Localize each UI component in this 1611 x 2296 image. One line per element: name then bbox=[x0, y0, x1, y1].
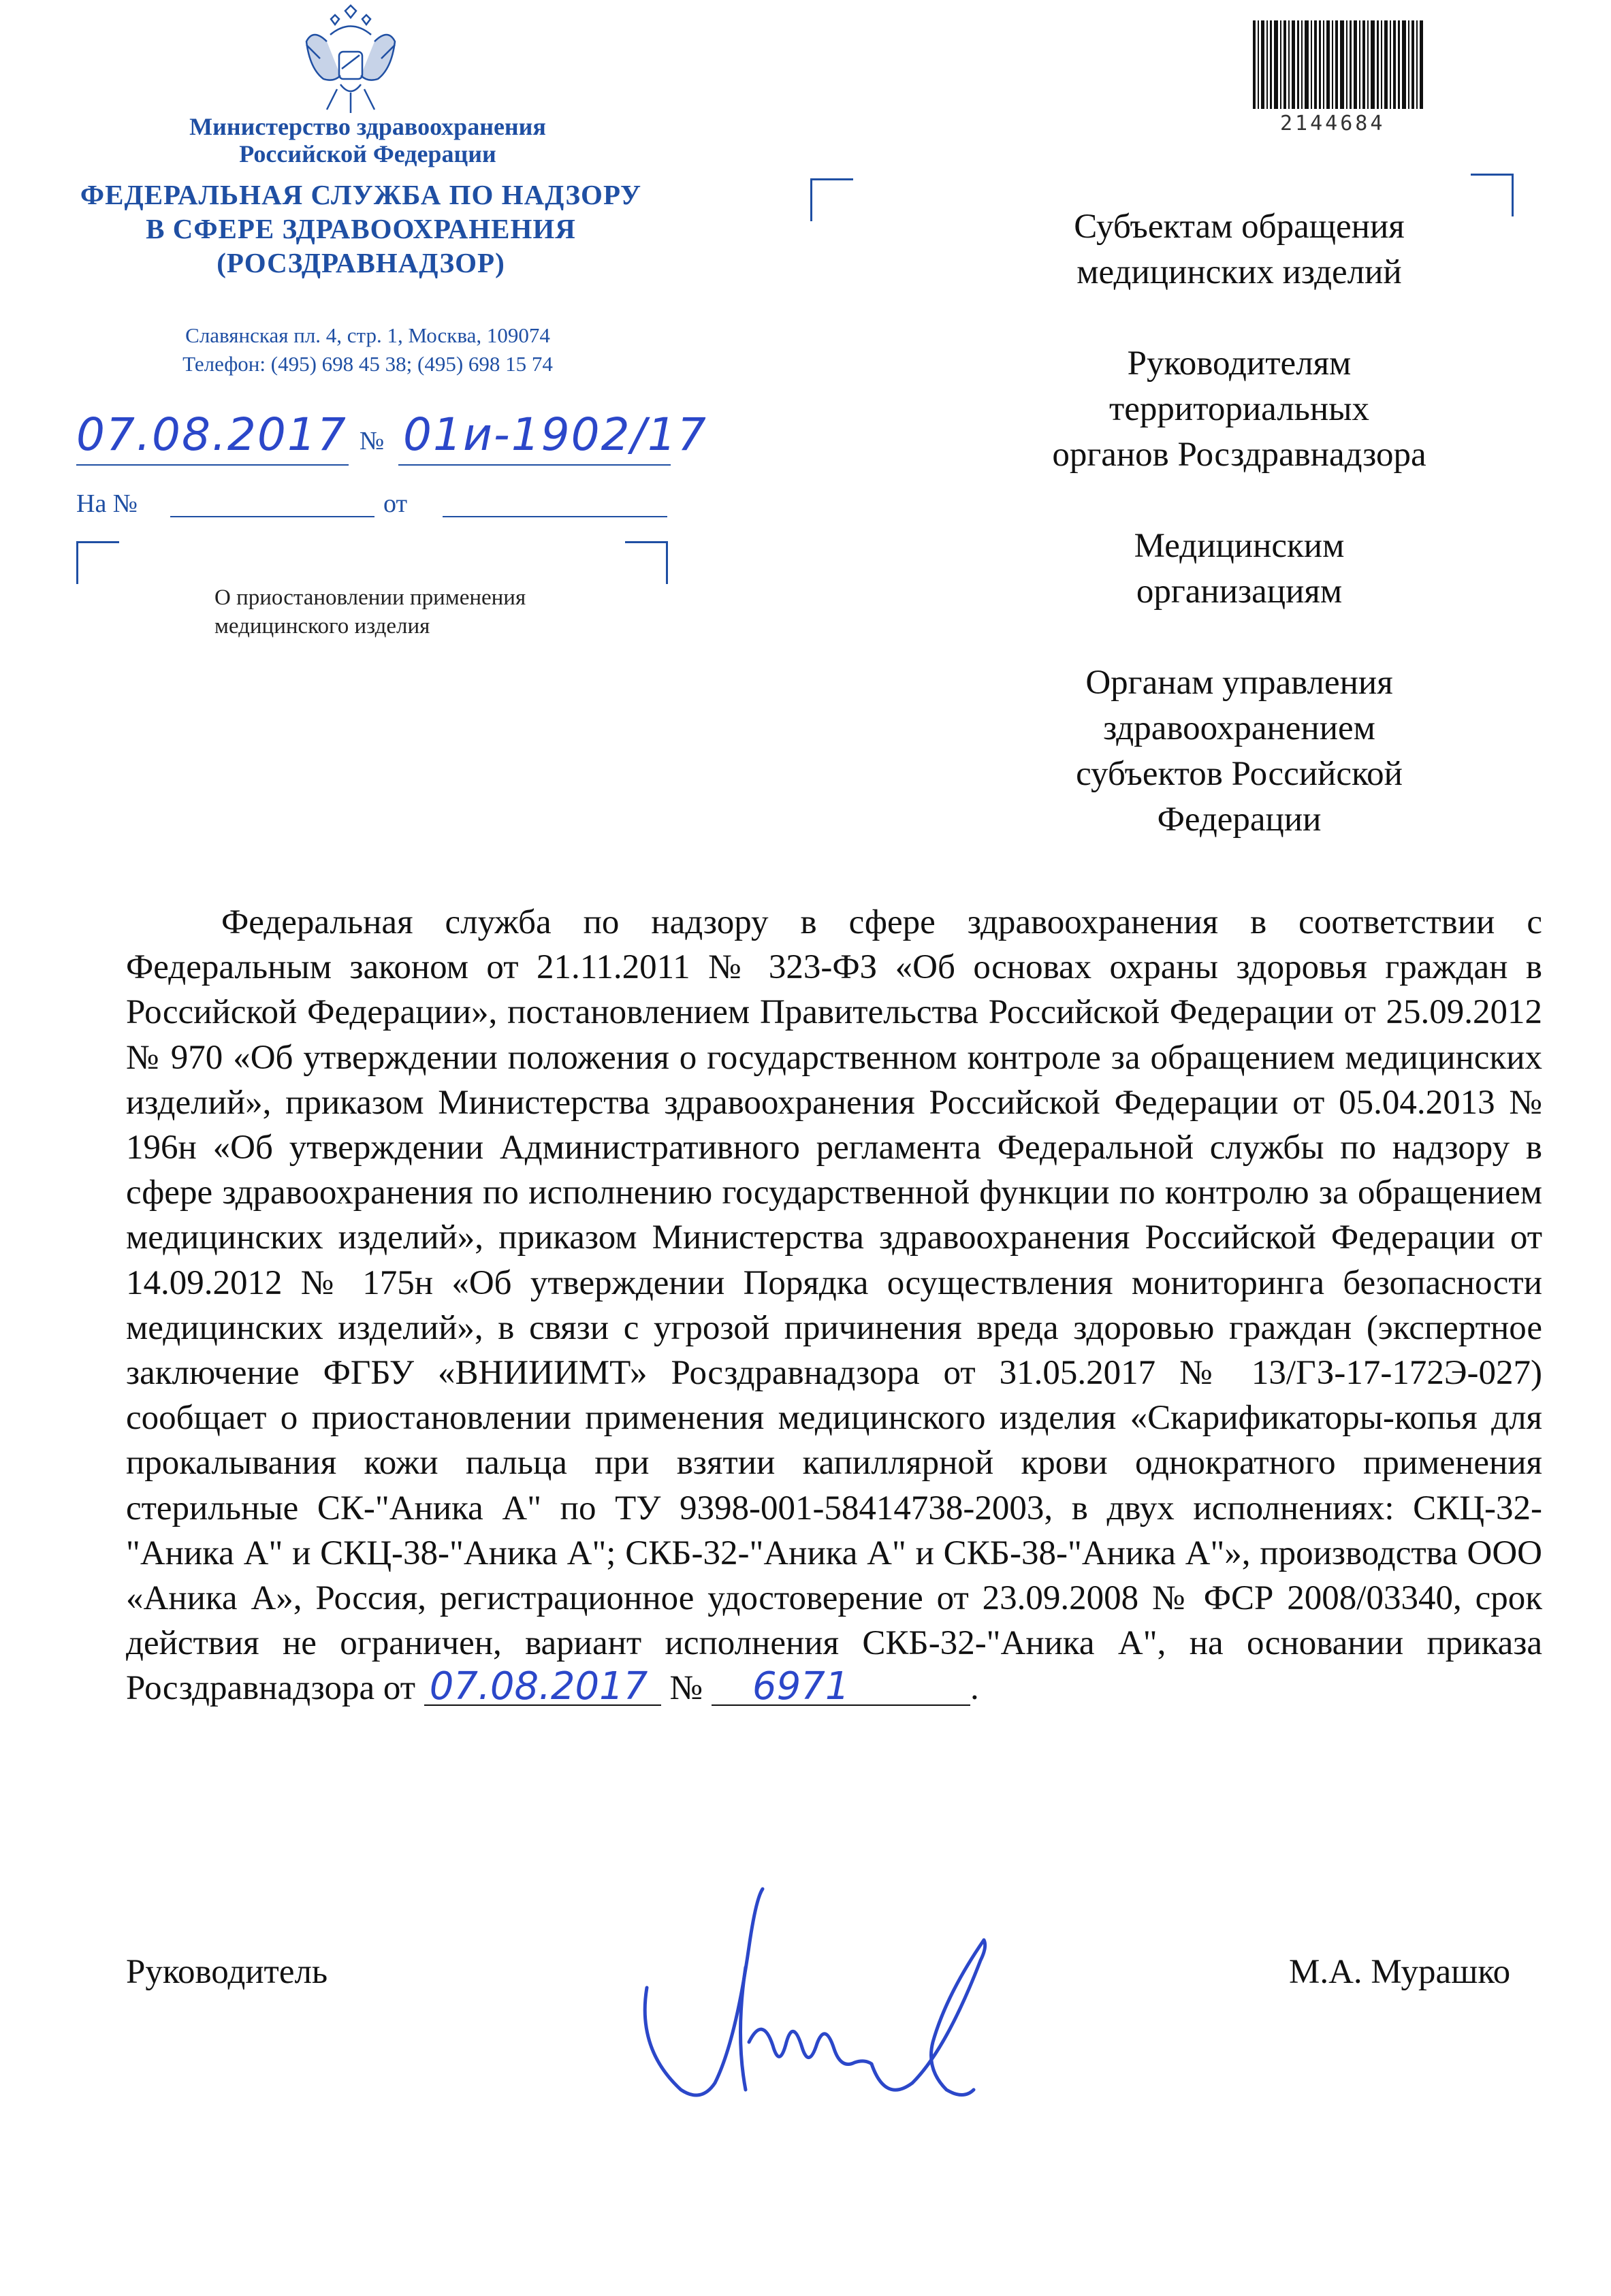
addressee-line: органов Росздравнадзора bbox=[1052, 436, 1426, 474]
addressees-block bbox=[1001, 204, 1478, 888]
addressee-line: Органам управления bbox=[1085, 664, 1393, 702]
addressee-group bbox=[1001, 660, 1478, 843]
addressee-line: субъектов Российской bbox=[1076, 755, 1403, 793]
service-name-line3: (РОСЗДРАВНАДЗОР) bbox=[217, 247, 505, 278]
addressee-line: медицинских изделий bbox=[1076, 253, 1402, 291]
reference-from-label: от bbox=[383, 489, 408, 518]
reference-number-label: На № bbox=[76, 489, 138, 518]
order-date: 07.08.2017 bbox=[424, 1669, 661, 1706]
signatory-title: Руководитель bbox=[126, 1953, 328, 1991]
addressee-line: Медицинским bbox=[1134, 527, 1345, 565]
addressee-line: Руководителям bbox=[1127, 344, 1352, 383]
addressee-corner-mark-left bbox=[810, 178, 853, 221]
addressee-group bbox=[1001, 523, 1478, 615]
order-number: 6971 bbox=[712, 1669, 970, 1706]
letter-body bbox=[126, 900, 1542, 1711]
order-number-sign: № bbox=[669, 1669, 703, 1708]
reference-date-blank bbox=[443, 516, 667, 517]
service-name-line1: ФЕДЕРАЛЬНАЯ СЛУЖБА ПО НАДЗОРУ bbox=[80, 179, 642, 210]
barcode-icon bbox=[1253, 20, 1423, 109]
subject-corner-mark-left bbox=[76, 541, 119, 584]
phone-line: Телефон: (495) 698 45 38; (495) 698 15 74 bbox=[182, 352, 553, 376]
ministry-name-line2: Российской Федерации bbox=[239, 140, 496, 167]
registration-date-underline bbox=[76, 464, 349, 466]
registration-number: 01и-1902/17 bbox=[403, 408, 707, 461]
addressee-line: Федерации bbox=[1157, 801, 1322, 839]
reference-number-blank bbox=[170, 516, 374, 517]
registration-date: 07.08.2017 bbox=[76, 408, 347, 461]
signatory-name: М.А. Мурашко bbox=[1289, 1953, 1511, 1991]
barcode-number: 2144684 bbox=[1280, 112, 1386, 135]
subject-line1: О приостановлении применения bbox=[214, 585, 526, 610]
service-name-line2: В СФЕРЕ ЗДРАВООХРАНЕНИЯ bbox=[146, 213, 576, 244]
ministry-name-line1: Министерство здравоохранения bbox=[189, 113, 546, 140]
addressee-line: Субъектам обращения bbox=[1074, 208, 1405, 246]
address-line: Славянская пл. 4, стр. 1, Москва, 109074 bbox=[185, 323, 550, 347]
subject-line2: медицинского изделия bbox=[214, 614, 430, 638]
registration-number-sign: № bbox=[360, 427, 385, 455]
addressee-group bbox=[1001, 204, 1478, 295]
addressee-line: территориальных bbox=[1109, 390, 1369, 428]
addressee-line: организациям bbox=[1136, 572, 1343, 611]
body-text: Федеральная служба по надзору в сфере здравоохранения в соответствии с Федеральным законом от 21.11.2011 № 323-ФЗ «Об основах охраны здоровья граждан в Российской Федерации», постановлением Правительства Российской Федерации от 25.09.2012 № 970 «Об утверждении положения о государственном контроле за обращением медицинских изделий», приказом Министерства здравоохранения Российской Федерации от 05.04.2013 № 196н «Об утверждении Административного регламента Федеральной службы по надзору в сфере здравоохранения по исполнению государственной функции по контролю за обращением медицинских изделий», приказом Министерства здравоохранения Российской Федерации от 14.09.2012 № 175н «Об утверждении Порядка осуществления мониторинга безопасности медицинских изделий», в связи с угрозой причинения вреда здоровью граждан (экспертное заключение ФГБУ «ВНИИИМТ» Росздравнадзора от 31.05.2017 № 13/ГЗ-17-172Э-027) сообщает о приостановлении применения медицинского изделия «Скарификаторы-копья для прокалывания кожи пальца при взятии капиллярной крови однократного применения стерильные СК-"Аника А" по ТУ 9398-001-58414738-2003, в двух исполнениях: СКЦ-32-"Аника А" и СКЦ-38-"Аника А"; СКБ-32-"Аника А" и СКБ-38-"Аника А"», производства ООО «Аника А», Россия, регистрационное удостоверение от 23.09.2008 № ФСР 2008/03340, срок действия не ограничен, вариант исполнения СКБ-32-"Аника А", на основании приказа Росздравнадзора от bbox=[126, 903, 1542, 1708]
addressee-line: здравоохранением bbox=[1103, 709, 1375, 747]
body-end-mark: . bbox=[970, 1669, 979, 1708]
handwritten-signature bbox=[626, 1886, 1021, 2110]
russian-double-headed-eagle-icon bbox=[300, 4, 402, 120]
registration-number-underline bbox=[398, 464, 671, 466]
subject-corner-mark-right bbox=[625, 541, 668, 584]
addressee-group bbox=[1001, 341, 1478, 478]
